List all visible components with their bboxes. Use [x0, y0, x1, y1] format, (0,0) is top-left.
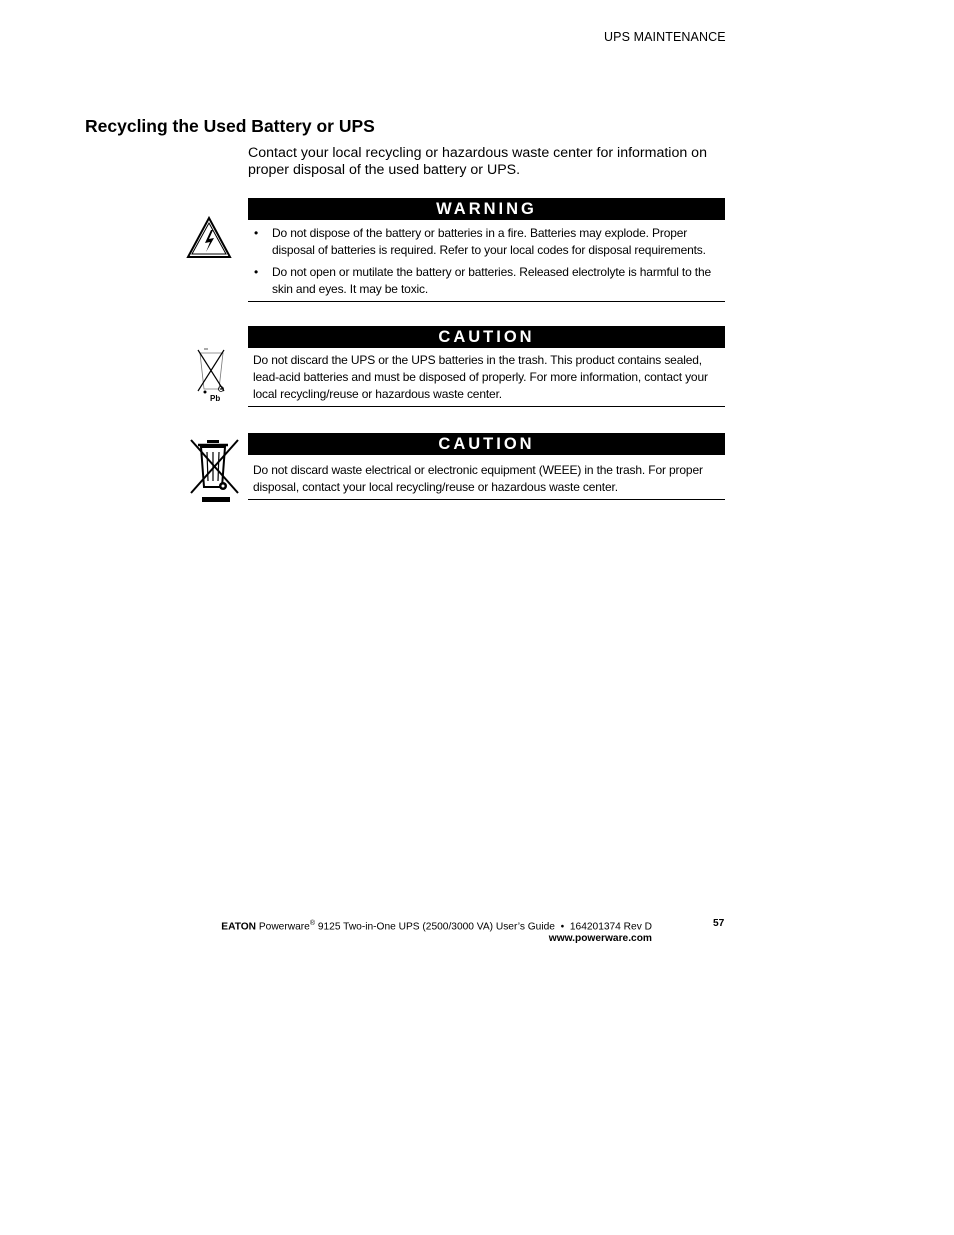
registered-mark: ® [309, 920, 315, 927]
caution-body [248, 348, 725, 406]
intro-paragraph: Contact your local recycling or hazardous waste center for information on proper disposal of the used battery or UPS. [248, 145, 707, 178]
page-number: 57 [713, 918, 725, 929]
warning-item-text: Do not dispose of the battery or batteries in a fire. Batteries may explode. Proper disposal of batteries is required. Refer to your local codes for disposal requirements. [272, 226, 706, 257]
footer-separator: • [560, 921, 565, 933]
caution-battery-text: Do not discard the UPS or the UPS batteries in the trash. This product contains sealed, lead-acid batteries and must be disposed of properly. For more information, contact your local recycling/reuse or hazardous waste center. [253, 353, 708, 401]
weee-crossed-bin-icon [190, 437, 240, 503]
warning-list-item [248, 225, 725, 259]
warning-list-item [248, 264, 725, 298]
footer-doc-number: 164201374 Rev D [569, 921, 652, 933]
footer-url: www.powerware.com [548, 933, 652, 945]
footer-product: Powerware [258, 921, 310, 933]
footer-brand: EATON [221, 921, 257, 933]
caution-label: CAUTION [248, 433, 725, 455]
caution-battery-notice [248, 326, 725, 407]
footer-guide-title: 9125 Two-in-One UPS (2500/3000 VA) User’s Guide [317, 921, 555, 933]
electrical-hazard-triangle-icon [186, 216, 232, 260]
section-title: Recycling the Used Battery or UPS [85, 116, 375, 136]
caution-weee-notice [248, 433, 725, 500]
caution-label: CAUTION [248, 326, 725, 348]
warning-body [248, 220, 725, 301]
bullet: • [254, 226, 259, 240]
warning-item-text: Do not open or mutilate the battery or batteries. Released electrolyte is harmful to the skin and eyes. It may be toxic. [272, 265, 712, 296]
svg-text:Pb: Pb [210, 394, 221, 403]
warning-list [248, 225, 725, 298]
page-footer [221, 918, 652, 945]
running-head: UPS MAINTENANCE [604, 30, 726, 44]
pb-battery-disposal-icon [195, 345, 229, 407]
footer-line [221, 918, 652, 933]
warning-label: WARNING [248, 198, 725, 220]
caution-weee-text: Do not discard waste electrical or electronic equipment (WEEE) in the trash. For proper disposal, contact your local recycling/reuse or hazardous waste center. [253, 463, 703, 494]
caution-body [248, 455, 725, 499]
bullet: • [254, 265, 259, 279]
warning-notice [248, 198, 725, 302]
